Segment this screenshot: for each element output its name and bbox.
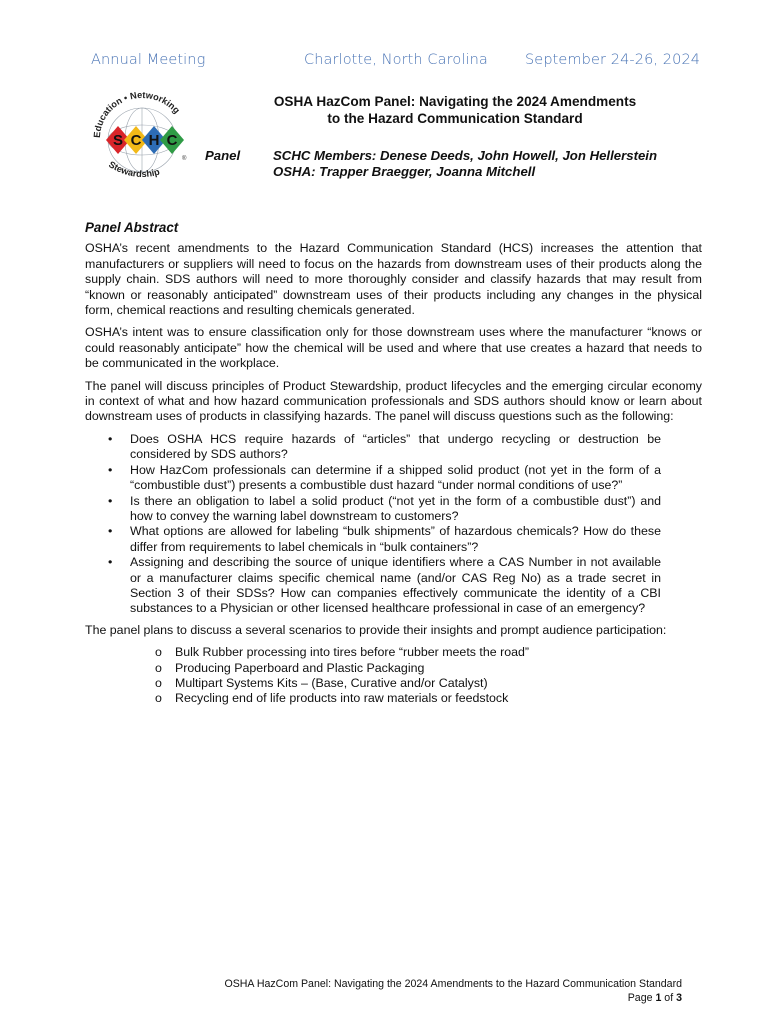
logo-letter-s: S bbox=[112, 132, 124, 149]
abstract-paragraph-2: OSHA’s intent was to ensure classification only for those downstream uses where the manufacturer “knows or could reasonably anticipate” how the chemical will be used and where that use creates a hazard that needs to be communicated in the workplace. bbox=[85, 325, 702, 371]
abstract-paragraph-4: The panel plans to discuss a several scenarios to provide their insights and prompt audience participation: bbox=[85, 622, 667, 637]
footer-page-current: 1 bbox=[655, 991, 662, 1004]
footer-page-total: 3 bbox=[676, 991, 682, 1004]
footer-page-word: Page bbox=[627, 991, 653, 1004]
abstract-paragraph-1: OSHA’s recent amendments to the Hazard Communication Standard (HCS) increases the attention that manufacturers or suppliers will need to focus on the hazards from downstream uses of their products along the supply chain. SDS authors will need to more thoroughly consider and classify hazards that may result from “known or reasonably anticipated” downstream uses of their products including any changes in the physical form, chemical reactions and resulting chemicals generated. bbox=[85, 241, 702, 318]
panel-label: Panel bbox=[205, 148, 241, 163]
header-dates: September 24-26, 2024 bbox=[525, 52, 701, 68]
panel-members-osha: OSHA: Trapper Braegger, Joanna Mitchell bbox=[273, 164, 536, 179]
panel-abstract bbox=[85, 220, 702, 707]
scenario-item: o Producing Paperboard and Plastic Packaging bbox=[175, 661, 702, 676]
question-item: • Does OSHA HCS require hazards of “articles” that undergo recycling or destruction be considered by SDS authors? bbox=[130, 432, 661, 463]
panel-members bbox=[273, 148, 657, 180]
question-item: • Is there an obligation to label a solid product (“not yet in the form of a combustible dust”) and how to convey the warning label downstream to customers? bbox=[130, 494, 661, 525]
question-item: • Assigning and describing the source of unique identifiers where a CAS Number in not available or a manufacturer claims specific chemical name (and/or CAS Reg No) as a trade secret in Section 3 of their SDSs? How can companies effectively communicate the identity of a CBI substances to a Physician or other licensed healthcare professional in case of an emergency? bbox=[130, 555, 661, 617]
scenario-item: o Bulk Rubber processing into tires before “rubber meets the road” bbox=[175, 645, 702, 660]
question-item: • How HazCom professionals can determine if a shipped solid product (not yet in the form of a “combustible dust”) presents a combustible dust hazard “under normal conditions of use?” bbox=[130, 463, 661, 494]
title-line-2: to the Hazard Communication Standard bbox=[327, 111, 583, 126]
footer-title: OSHA HazCom Panel: Navigating the 2024 Amendments to the Hazard Communication Standard bbox=[224, 978, 682, 990]
scenario-item: o Recycling end of life products into raw materials or feedstock bbox=[175, 691, 702, 706]
logo-arc-top: Education • Networking bbox=[91, 89, 182, 139]
panel-members-schc: SCHC Members: Denese Deeds, John Howell, Jon Hellerstein bbox=[273, 148, 658, 163]
logo-letter-c1: C bbox=[130, 132, 142, 149]
schc-logo bbox=[86, 88, 198, 193]
header-meeting: Annual Meeting bbox=[91, 52, 206, 68]
title-line-1: OSHA HazCom Panel: Navigating the 2024 Amendments bbox=[273, 94, 637, 109]
question-item: • What options are allowed for labeling “bulk shipments” of hazardous chemicals? How do these differ from requirements to label chemicals in “bulk containers”? bbox=[130, 524, 661, 555]
scenario-item: o Multipart Systems Kits – (Base, Curative and/or Catalyst) bbox=[175, 676, 702, 691]
abstract-heading: Panel Abstract bbox=[85, 220, 179, 235]
scenario-list bbox=[85, 645, 702, 707]
footer-of-word: of bbox=[664, 991, 674, 1004]
page-footer bbox=[224, 978, 682, 1005]
logo-letter-h: H bbox=[148, 132, 160, 149]
question-list bbox=[85, 432, 702, 617]
header-location: Charlotte, North Carolina bbox=[304, 52, 488, 68]
logo-registered-mark: ® bbox=[182, 156, 187, 162]
logo-letter-c2: C bbox=[166, 132, 178, 149]
logo-arc-bottom: Stewardship bbox=[107, 159, 161, 180]
abstract-paragraph-3: The panel will discuss principles of Product Stewardship, product lifecycles and the emerging circular economy in context of what and how hazard communication professionals and SDS authors should know or learn about downstream uses of products in classifying hazards. The panel will discuss questions such as the following: bbox=[85, 378, 702, 424]
page-title bbox=[200, 93, 710, 127]
page-number bbox=[224, 992, 682, 1006]
